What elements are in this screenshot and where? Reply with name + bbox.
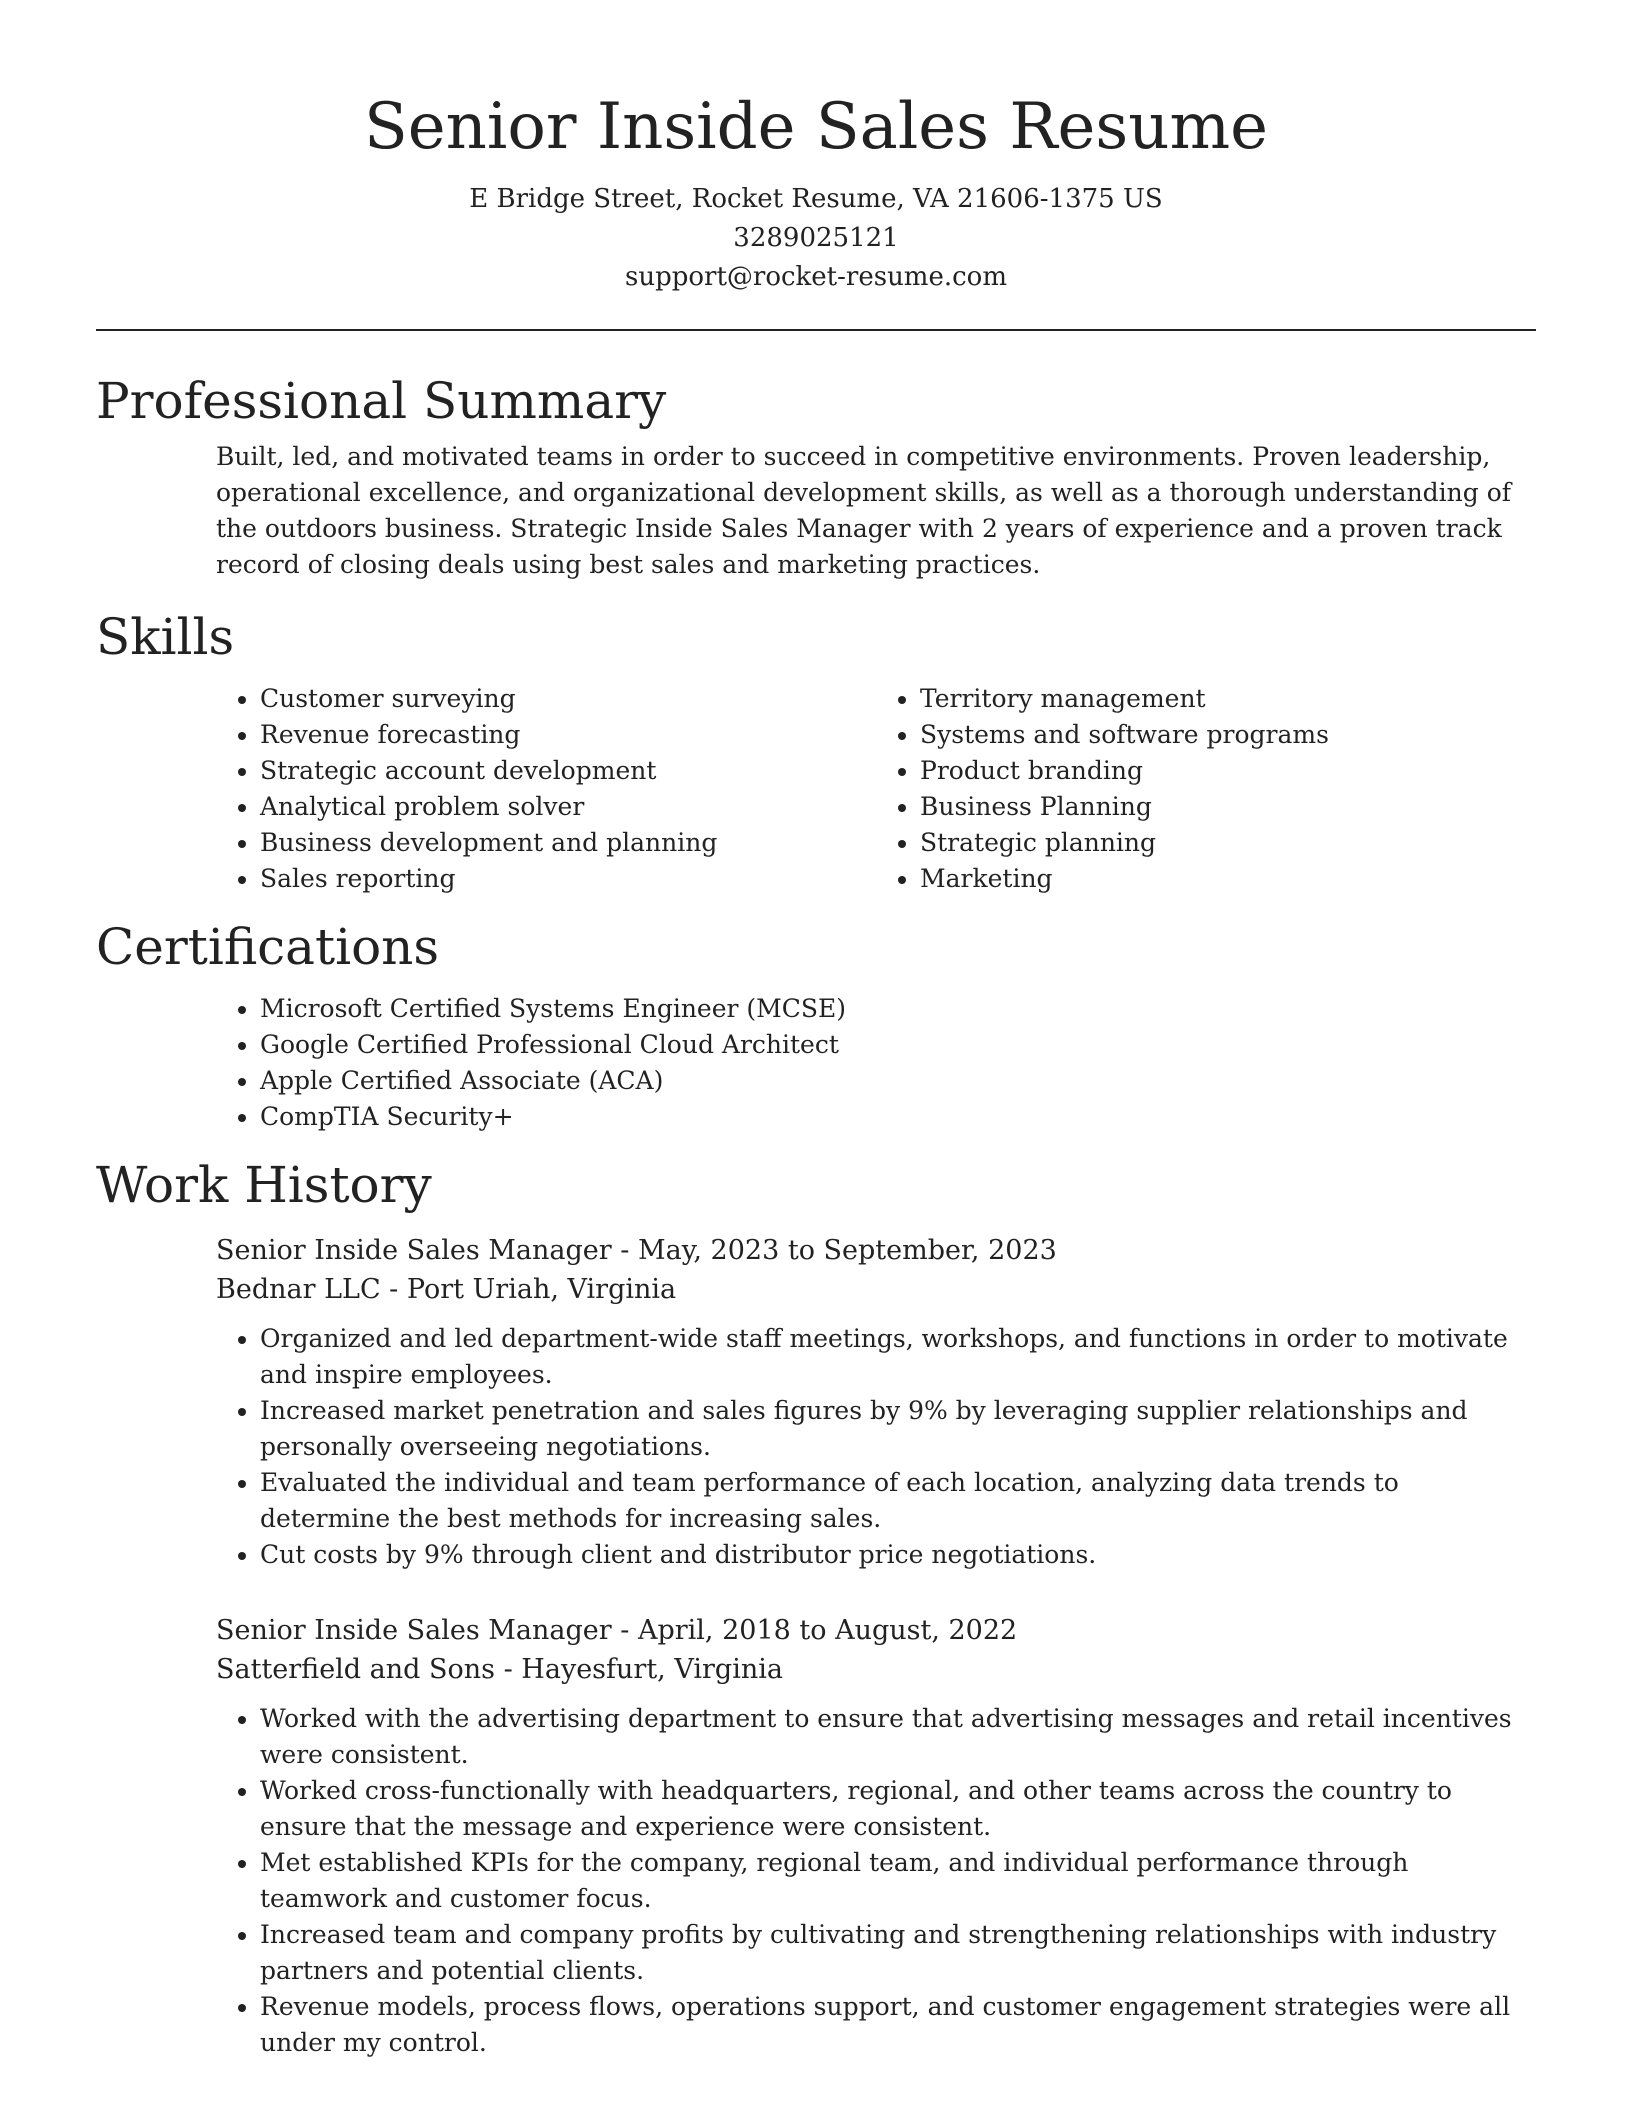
skills-columns [216,681,1536,897]
professional-summary-section [96,369,1536,583]
section-title-summary: Professional Summary [96,372,667,430]
header-divider [96,329,1536,331]
certifications-list [216,991,1536,1135]
skill-item: • Revenue forecasting [260,717,876,753]
section-title-certifications: Certifications [96,918,440,976]
job-title: Senior Inside Sales Manager - April, 2018 to August, 2022 [216,1615,1018,1646]
job-bullet: • Cut costs by 9% through client and distributor price negotiations. [260,1537,1536,1573]
skill-item: • Analytical problem solver [260,789,876,825]
summary-text: Built, led, and motivated teams in order to succeed in competitive environments. Proven leadership, operational excellence, and organizational development skills, as well as a thorough understanding of the outdoors business. Strategic Inside Sales Manager with 2 years of experience and a proven track record of closing deals using best sales and marketing practices. [216,442,1512,579]
job-bullet: • Increased market penetration and sales figures by 9% by leveraging supplier relationships and personally overseeing negotiations. [260,1393,1536,1465]
skill-item: • Sales reporting [260,861,876,897]
certifications-section [96,915,1536,1135]
skill-item: • Strategic planning [920,825,1536,861]
contact-info [96,180,1536,297]
skill-item: • Customer surveying [260,681,876,717]
resume-title: Senior Inside Sales Resume [363,90,1269,164]
skill-item: • Business Planning [920,789,1536,825]
job-bullet: • Revenue models, process flows, operations support, and customer engagement strategies were all under my control. [260,1989,1536,2061]
skills-list-right [876,681,1536,897]
resume-header [96,0,1536,297]
email-address: support@rocket-resume.com [624,262,1007,292]
skill-item: • Strategic account development [260,753,876,789]
job-title: Senior Inside Sales Manager - May, 2023 to September, 2023 [216,1235,1057,1266]
job-bullets [216,1701,1536,2061]
skill-item: • Territory management [920,681,1536,717]
section-title-work-history: Work History [96,1156,432,1214]
skills-section [96,605,1536,897]
job-bullet: • Met established KPIs for the company, regional team, and individual performance through teamwork and customer focus. [260,1845,1536,1917]
job-entry [216,1611,1536,2061]
job-company: Satterfield and Sons - Hayesfurt, Virginia [216,1654,783,1685]
job-entry [216,1231,1536,1573]
skill-item: • Systems and software programs [920,717,1536,753]
section-title-skills: Skills [96,608,235,666]
job-bullets [216,1321,1536,1573]
job-company: Bednar LLC - Port Uriah, Virginia [216,1274,677,1305]
certification-item: • Microsoft Certified Systems Engineer (MCSE) [260,991,1536,1027]
work-history-section [96,1153,1536,2061]
phone-number: 3289025121 [733,223,899,253]
address: E Bridge Street, Rocket Resume, VA 21606-1375 US [469,184,1163,214]
job-bullet: • Organized and led department-wide staff meetings, workshops, and functions in order to motivate and inspire employees. [260,1321,1536,1393]
skill-item: • Business development and planning [260,825,876,861]
certification-item: • Apple Certified Associate (ACA) [260,1063,1536,1099]
skill-item: • Marketing [920,861,1536,897]
certification-item: • Google Certified Professional Cloud Architect [260,1027,1536,1063]
job-bullet: • Increased team and company profits by cultivating and strengthening relationships with industry partners and potential clients. [260,1917,1536,1989]
job-bullet: • Worked cross-functionally with headquarters, regional, and other teams across the country to ensure that the message and experience were consistent. [260,1773,1536,1845]
skill-item: • Product branding [920,753,1536,789]
certification-item: • CompTIA Security+ [260,1099,1536,1135]
job-bullet: • Evaluated the individual and team performance of each location, analyzing data trends to determine the best methods for increasing sales. [260,1465,1536,1537]
skills-list-left [216,681,876,897]
job-bullet: • Worked with the advertising department to ensure that advertising messages and retail incentives were consistent. [260,1701,1536,1773]
